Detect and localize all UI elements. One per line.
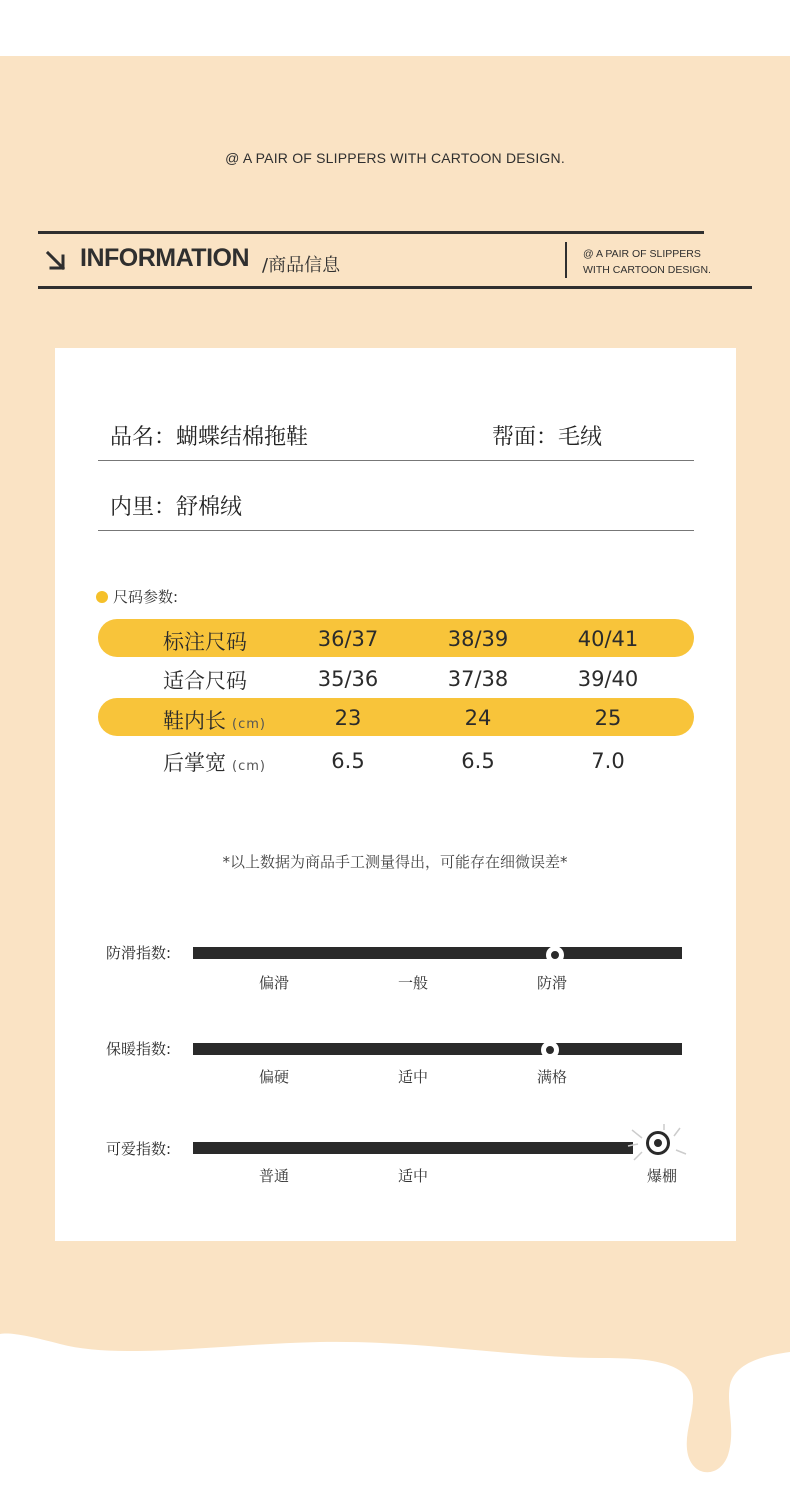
header-rule-top <box>38 231 704 234</box>
size-cell: 6.5 <box>461 749 495 773</box>
index-marker <box>649 1134 667 1152</box>
row-label-text: 后掌宽 <box>163 751 226 775</box>
header-rule-bottom <box>38 286 752 289</box>
arrow-down-right-icon <box>44 249 68 273</box>
spec-lining: 内里：舒棉绒 <box>110 495 243 520</box>
size-row-label <box>163 747 266 777</box>
size-cell: 23 <box>334 706 362 730</box>
size-cell: 25 <box>594 706 622 730</box>
row-label-text: 标注尺码 <box>163 630 247 654</box>
index-tick-label: 普通 <box>258 1167 289 1185</box>
top-strip <box>0 0 790 56</box>
spec-upper: 帮面：毛绒 <box>492 425 603 450</box>
size-cell: 36/37 <box>317 627 379 651</box>
row-unit: (cm) <box>232 759 266 774</box>
size-row-label <box>163 626 253 656</box>
index-label: 保暖指数: <box>106 1040 172 1058</box>
index-tick-label: 偏滑 <box>258 974 289 992</box>
row-unit: (cm) <box>232 717 266 732</box>
size-table-title: 尺码参数: <box>113 588 179 606</box>
measurement-note: *以上数据为商品手工测量得出，可能存在细微误差* <box>222 853 568 871</box>
size-cell: 6.5 <box>331 749 365 773</box>
size-cell: 40/41 <box>577 627 639 651</box>
index-track <box>193 947 682 959</box>
tagline: @ A PAIR OF SLIPPERS WITH CARTOON DESIGN. <box>225 150 565 166</box>
size-cell: 35/36 <box>317 667 379 691</box>
size-cell: 38/39 <box>447 627 509 651</box>
header-note <box>583 246 733 278</box>
size-cell: 7.0 <box>591 749 625 773</box>
header-divider <box>565 242 567 278</box>
row-label-text: 适合尺码 <box>163 669 247 693</box>
index-tick-label: 偏硬 <box>258 1068 289 1086</box>
index-tick-label: 爆棚 <box>646 1167 677 1185</box>
index-label: 可爱指数: <box>106 1140 172 1158</box>
spec-divider-2 <box>98 530 694 531</box>
index-track <box>193 1043 682 1055</box>
index-tick-label: 适中 <box>397 1167 428 1185</box>
drip-decoration <box>0 1300 790 1496</box>
index-track <box>193 1142 633 1154</box>
information-title: INFORMATION <box>80 244 250 272</box>
size-cell: 39/40 <box>577 667 639 691</box>
header-note-line2: WITH CARTOON DESIGN. <box>583 264 711 276</box>
spec-product-name: 品名：蝴蝶结棉拖鞋 <box>110 425 309 450</box>
size-row-label <box>163 665 253 695</box>
size-cell: 24 <box>464 706 492 730</box>
index-marker <box>546 946 564 964</box>
index-label: 防滑指数: <box>106 944 172 962</box>
spec-divider-1 <box>98 460 694 461</box>
bullet-dot-icon <box>96 591 108 603</box>
size-cell: 37/38 <box>447 667 509 691</box>
index-marker <box>541 1041 559 1059</box>
index-tick-label: 一般 <box>397 974 428 992</box>
index-tick-label: 满格 <box>536 1068 567 1086</box>
index-tick-label: 适中 <box>397 1068 428 1086</box>
size-row-label <box>163 705 266 735</box>
info-card <box>55 348 736 1241</box>
row-label-text: 鞋内长 <box>163 709 226 733</box>
information-subtitle: /商品信息 <box>262 255 341 276</box>
header-note-line1: @ A PAIR OF SLIPPERS <box>583 248 701 260</box>
index-tick-label: 防滑 <box>536 974 567 992</box>
